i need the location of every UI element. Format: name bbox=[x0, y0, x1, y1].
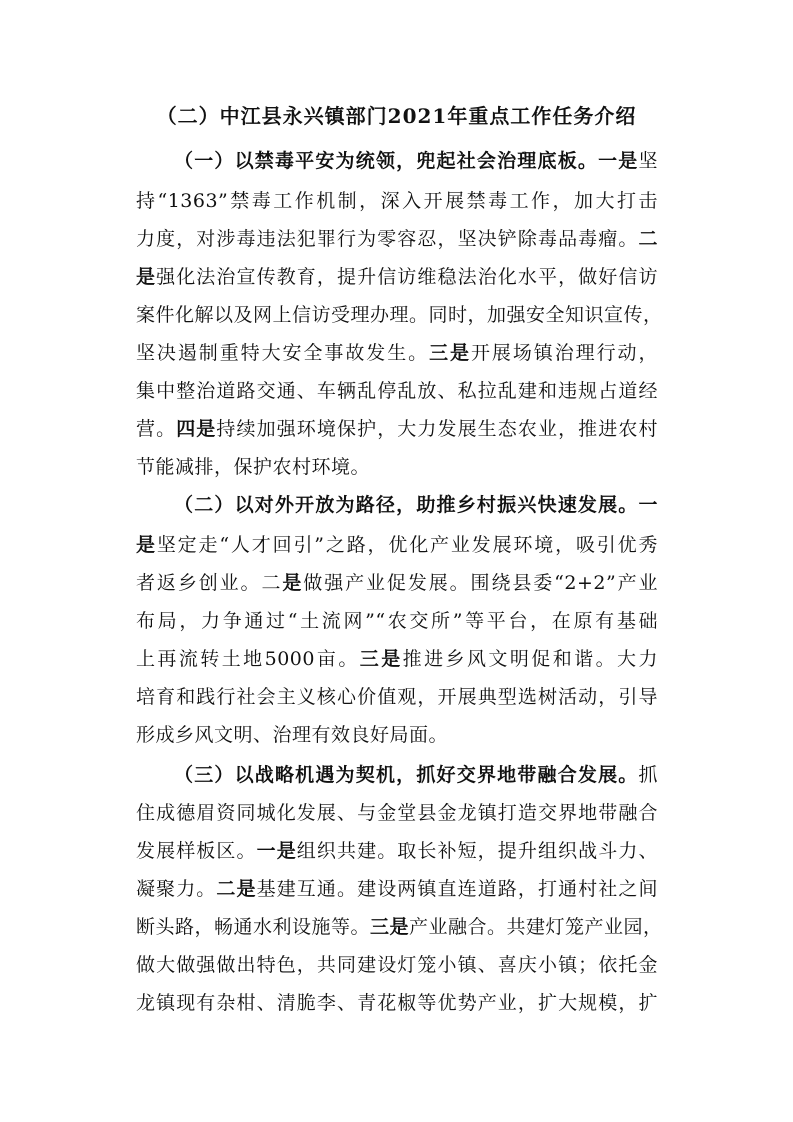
paragraph-line: 龙镇现有杂柑、清脆李、青花椒等优势产业，扩大规模，扩 bbox=[136, 992, 658, 1014]
paragraph-line: 是坚定走“人才回引”之路，优化产业发展环境，吸引优秀 bbox=[136, 534, 658, 556]
paragraph-line: 断头路，畅通水利设施等。三是产业融合。共建灯笼产业园， bbox=[136, 916, 663, 938]
paragraph-line: 坚决遏制重特大安全事故发生。三是开展场镇治理行动， bbox=[136, 342, 658, 364]
paragraph-line: 节能减排，保护农村环境。 bbox=[136, 456, 371, 478]
paragraph-line: （三）以战略机遇为契机，抓好交界地带融合发展。抓 bbox=[174, 764, 658, 786]
paragraph-line: 发展样板区。一是组织共建。取长补短，提升组织战斗力、 bbox=[136, 840, 658, 862]
paragraph-line: 培育和践行社会主义核心价值观，开展典型选树活动，引导 bbox=[136, 686, 658, 708]
paragraph-line: 持“1363”禁毒工作机制，深入开展禁毒工作，加大打击 bbox=[136, 190, 658, 212]
paragraph-line: 布局，力争通过“土流网”“农交所”等平台，在原有基础 bbox=[136, 610, 658, 632]
paragraph-line: （二）以对外开放为路径，助推乡村振兴快速发展。一 bbox=[174, 494, 658, 516]
page-title: （二）中江县永兴镇部门2021年重点工作任务介绍 bbox=[156, 104, 637, 128]
paragraph-line: 力度，对涉毒违法犯罪行为零容忍，坚决铲除毒品毒瘤。二 bbox=[136, 228, 658, 250]
paragraph-line: 住成德眉资同城化发展、与金堂县金龙镇打造交界地带融合 bbox=[136, 802, 658, 824]
paragraph-line: 上再流转土地5000亩。三是推进乡风文明促和谐。大力 bbox=[136, 648, 658, 670]
paragraph-line: 凝聚力。二是基建互通。建设两镇直连道路，打通村社之间 bbox=[136, 878, 658, 900]
paragraph-line: 者返乡创业。二是做强产业促发展。围绕县委“2+2”产业 bbox=[136, 572, 658, 594]
paragraph-line: 案件化解以及网上信访受理办理。同时，加强安全知识宣传， bbox=[136, 304, 663, 326]
paragraph-line: 做大做强做出特色，共同建设灯笼小镇、喜庆小镇；依托金 bbox=[136, 954, 658, 976]
paragraph-line: 形成乡风文明、治理有效良好局面。 bbox=[136, 724, 449, 746]
paragraph-line: （一）以禁毒平安为统领，兜起社会治理底板。一是坚 bbox=[174, 150, 658, 172]
paragraph-line: 是强化法治宣传教育，提升信访维稳法治化水平，做好信访 bbox=[136, 266, 658, 288]
paragraph-line: 营。四是持续加强环境保护，大力发展生态农业，推进农村 bbox=[136, 418, 658, 440]
paragraph-line: 集中整治道路交通、车辆乱停乱放、私拉乱建和违规占道经 bbox=[136, 380, 658, 402]
